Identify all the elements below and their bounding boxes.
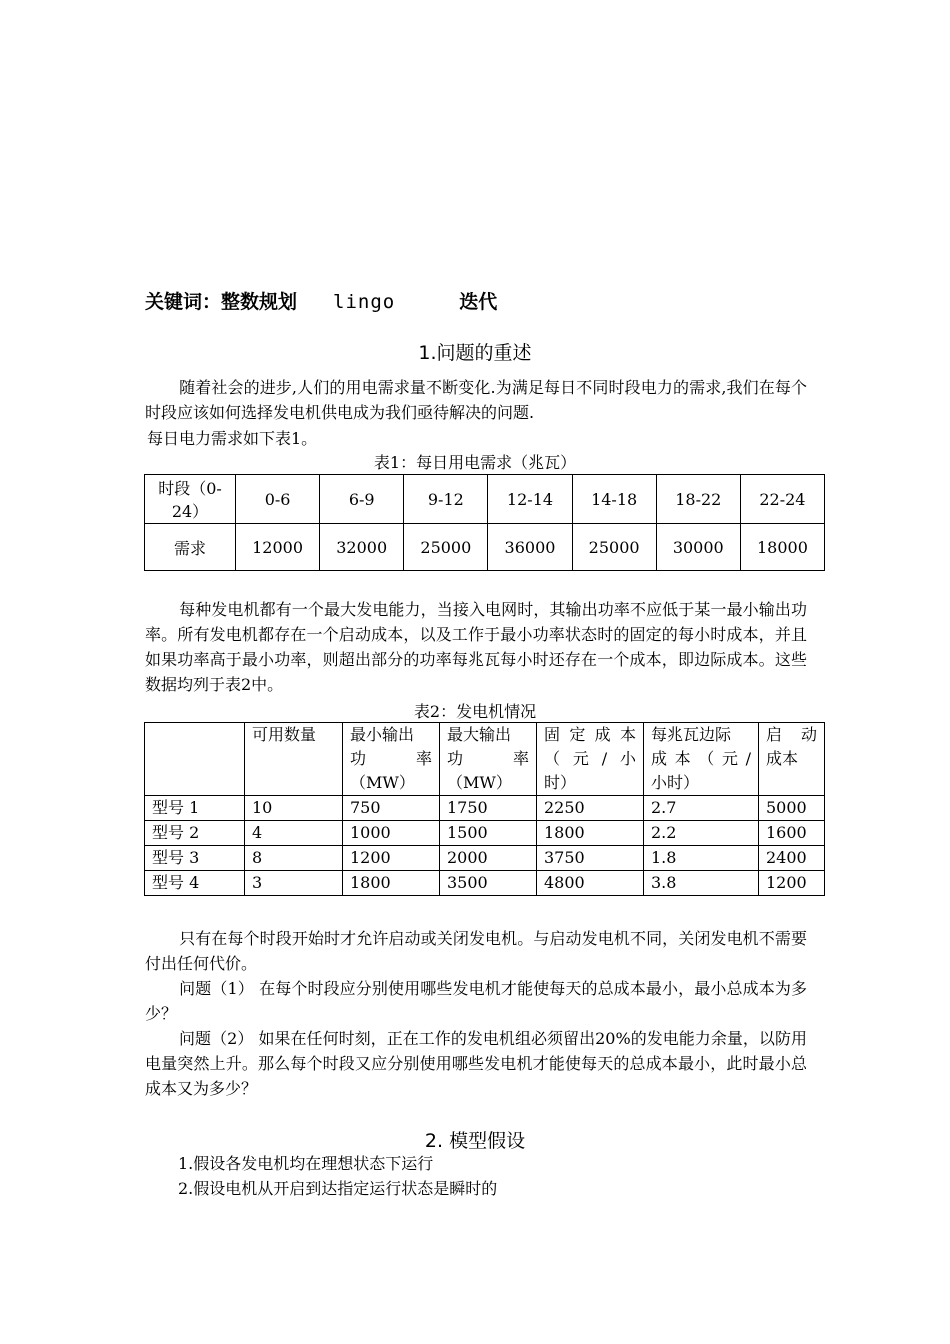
- table-row: [145, 524, 825, 571]
- table-header-cell: [145, 723, 245, 796]
- table-cell: 1.8: [644, 846, 759, 871]
- table-header-row: [145, 723, 825, 796]
- table-cell: 8: [245, 846, 343, 871]
- table-cell: 1600: [759, 821, 825, 846]
- table-cell: 30000: [656, 524, 740, 571]
- table-cell: 4800: [537, 871, 644, 896]
- table-cell: 4: [245, 821, 343, 846]
- table-cell: 6-9: [320, 475, 404, 524]
- table-cell: 750: [343, 796, 440, 821]
- table-header-cell: 每兆瓦边际 成本（元/ 小时）: [644, 723, 759, 796]
- table-cell: 型号 1: [145, 796, 245, 821]
- table-row: [145, 871, 825, 896]
- table-header-cell: 需求: [145, 524, 236, 571]
- table-row: [145, 821, 825, 846]
- assumption-item: 1.假设各发电机均在理想状态下运行: [178, 1154, 434, 1173]
- table-cell: 2250: [537, 796, 644, 821]
- table-cell: 3.8: [644, 871, 759, 896]
- table-cell: 22-24: [740, 475, 824, 524]
- table-cell: 0-6: [236, 475, 320, 524]
- paragraph-generator-description: 每种发电机都有一个最大发电能力，当接入电网时，其输出功率不应低于某一最小输出功率。所有发电机都存在一个启动成本，以及工作于最小功率状态时的固定的每小时成本，并且如果功率高于最小功率，则超出部分的功率每兆瓦每小时还存在一个成本，即边际成本。这些数据均列于表2中。: [145, 600, 807, 694]
- table-cell: 5000: [759, 796, 825, 821]
- table-cell: 1200: [759, 871, 825, 896]
- keywords-line: [145, 287, 497, 314]
- table-header-cell: 固定成本 （元/小 时）: [537, 723, 644, 796]
- assumption-item: 2.假设电机从开启到达指定运行状态是瞬时的: [178, 1179, 498, 1198]
- paragraph-question-2: 问题（2） 如果在任何时刻，正在工作的发电机组必须留出20%的发电能力余量，以防用电量突然上升。那么每个时段又应分别使用哪些发电机才能使每天的总成本最小，此时最小总成本又为多少？: [145, 1029, 807, 1098]
- table-cell: 12000: [236, 524, 320, 571]
- table-cell: 型号 3: [145, 846, 245, 871]
- section-title-problem: 1.问题的重述: [418, 342, 532, 364]
- table-cell: 3750: [537, 846, 644, 871]
- table-row: [145, 846, 825, 871]
- section-title-assumptions: 2. 模型假设: [424, 1130, 526, 1152]
- table-header-cell: 启动 成本: [759, 723, 825, 796]
- table1-caption: 表1：每日用电需求（兆瓦）: [373, 453, 577, 472]
- table-header-cell: 时段（0- 24）: [145, 475, 236, 524]
- keyword-iteration: 迭代: [459, 291, 498, 313]
- table-cell: 2.7: [644, 796, 759, 821]
- paragraph-intro: 随着社会的进步,人们的用电需求量不断变化.为满足每日不同时段电力的需求,我们在每个时段应该如何选择发电机供电成为我们亟待解决的问题.: [145, 378, 807, 422]
- table-cell: 32000: [320, 524, 404, 571]
- table-cell: 1800: [537, 821, 644, 846]
- table-cell: 2000: [440, 846, 537, 871]
- table-cell: 1200: [343, 846, 440, 871]
- table-cell: 2.2: [644, 821, 759, 846]
- table-cell: 3500: [440, 871, 537, 896]
- table-cell: 25000: [572, 524, 656, 571]
- paragraph-startup-rule: 只有在每个时段开始时才允许启动或关闭发电机。与启动发电机不同，关闭发电机不需要付出任何代价。: [145, 929, 807, 973]
- table-cell: 9-12: [404, 475, 488, 524]
- table-header-cell: 最小输出 功率 （MW）: [343, 723, 440, 796]
- table-cell: 18000: [740, 524, 824, 571]
- table-cell: 36000: [488, 524, 572, 571]
- table-cell: 1800: [343, 871, 440, 896]
- demand-table: [144, 474, 825, 571]
- table-cell: 1500: [440, 821, 537, 846]
- table-cell: 2400: [759, 846, 825, 871]
- table-cell: 12-14: [488, 475, 572, 524]
- table-cell: 1000: [343, 821, 440, 846]
- table-cell: 型号 2: [145, 821, 245, 846]
- table-cell: 14-18: [572, 475, 656, 524]
- table-cell: 18-22: [656, 475, 740, 524]
- table2-caption: 表2：发电机情况: [413, 702, 537, 721]
- table-cell: 25000: [404, 524, 488, 571]
- keyword-lingo: lingo: [333, 291, 396, 313]
- table-row: [145, 475, 825, 524]
- table-cell: 1750: [440, 796, 537, 821]
- table-header-cell: 可用数量: [245, 723, 343, 796]
- paragraph-demand-intro: 每日电力需求如下表1。: [147, 429, 318, 448]
- table-cell: 10: [245, 796, 343, 821]
- table-header-cell: 最大输出 功率 （MW）: [440, 723, 537, 796]
- table-cell: 3: [245, 871, 343, 896]
- table-row: [145, 796, 825, 821]
- keywords-label: 关键词：整数规划: [145, 291, 298, 313]
- table-cell: 型号 4: [145, 871, 245, 896]
- paragraph-question-1: 问题（1） 在每个时段应分别使用哪些发电机才能使每天的总成本最小，最小总成本为多少？: [145, 979, 807, 1023]
- generator-table: [144, 722, 825, 896]
